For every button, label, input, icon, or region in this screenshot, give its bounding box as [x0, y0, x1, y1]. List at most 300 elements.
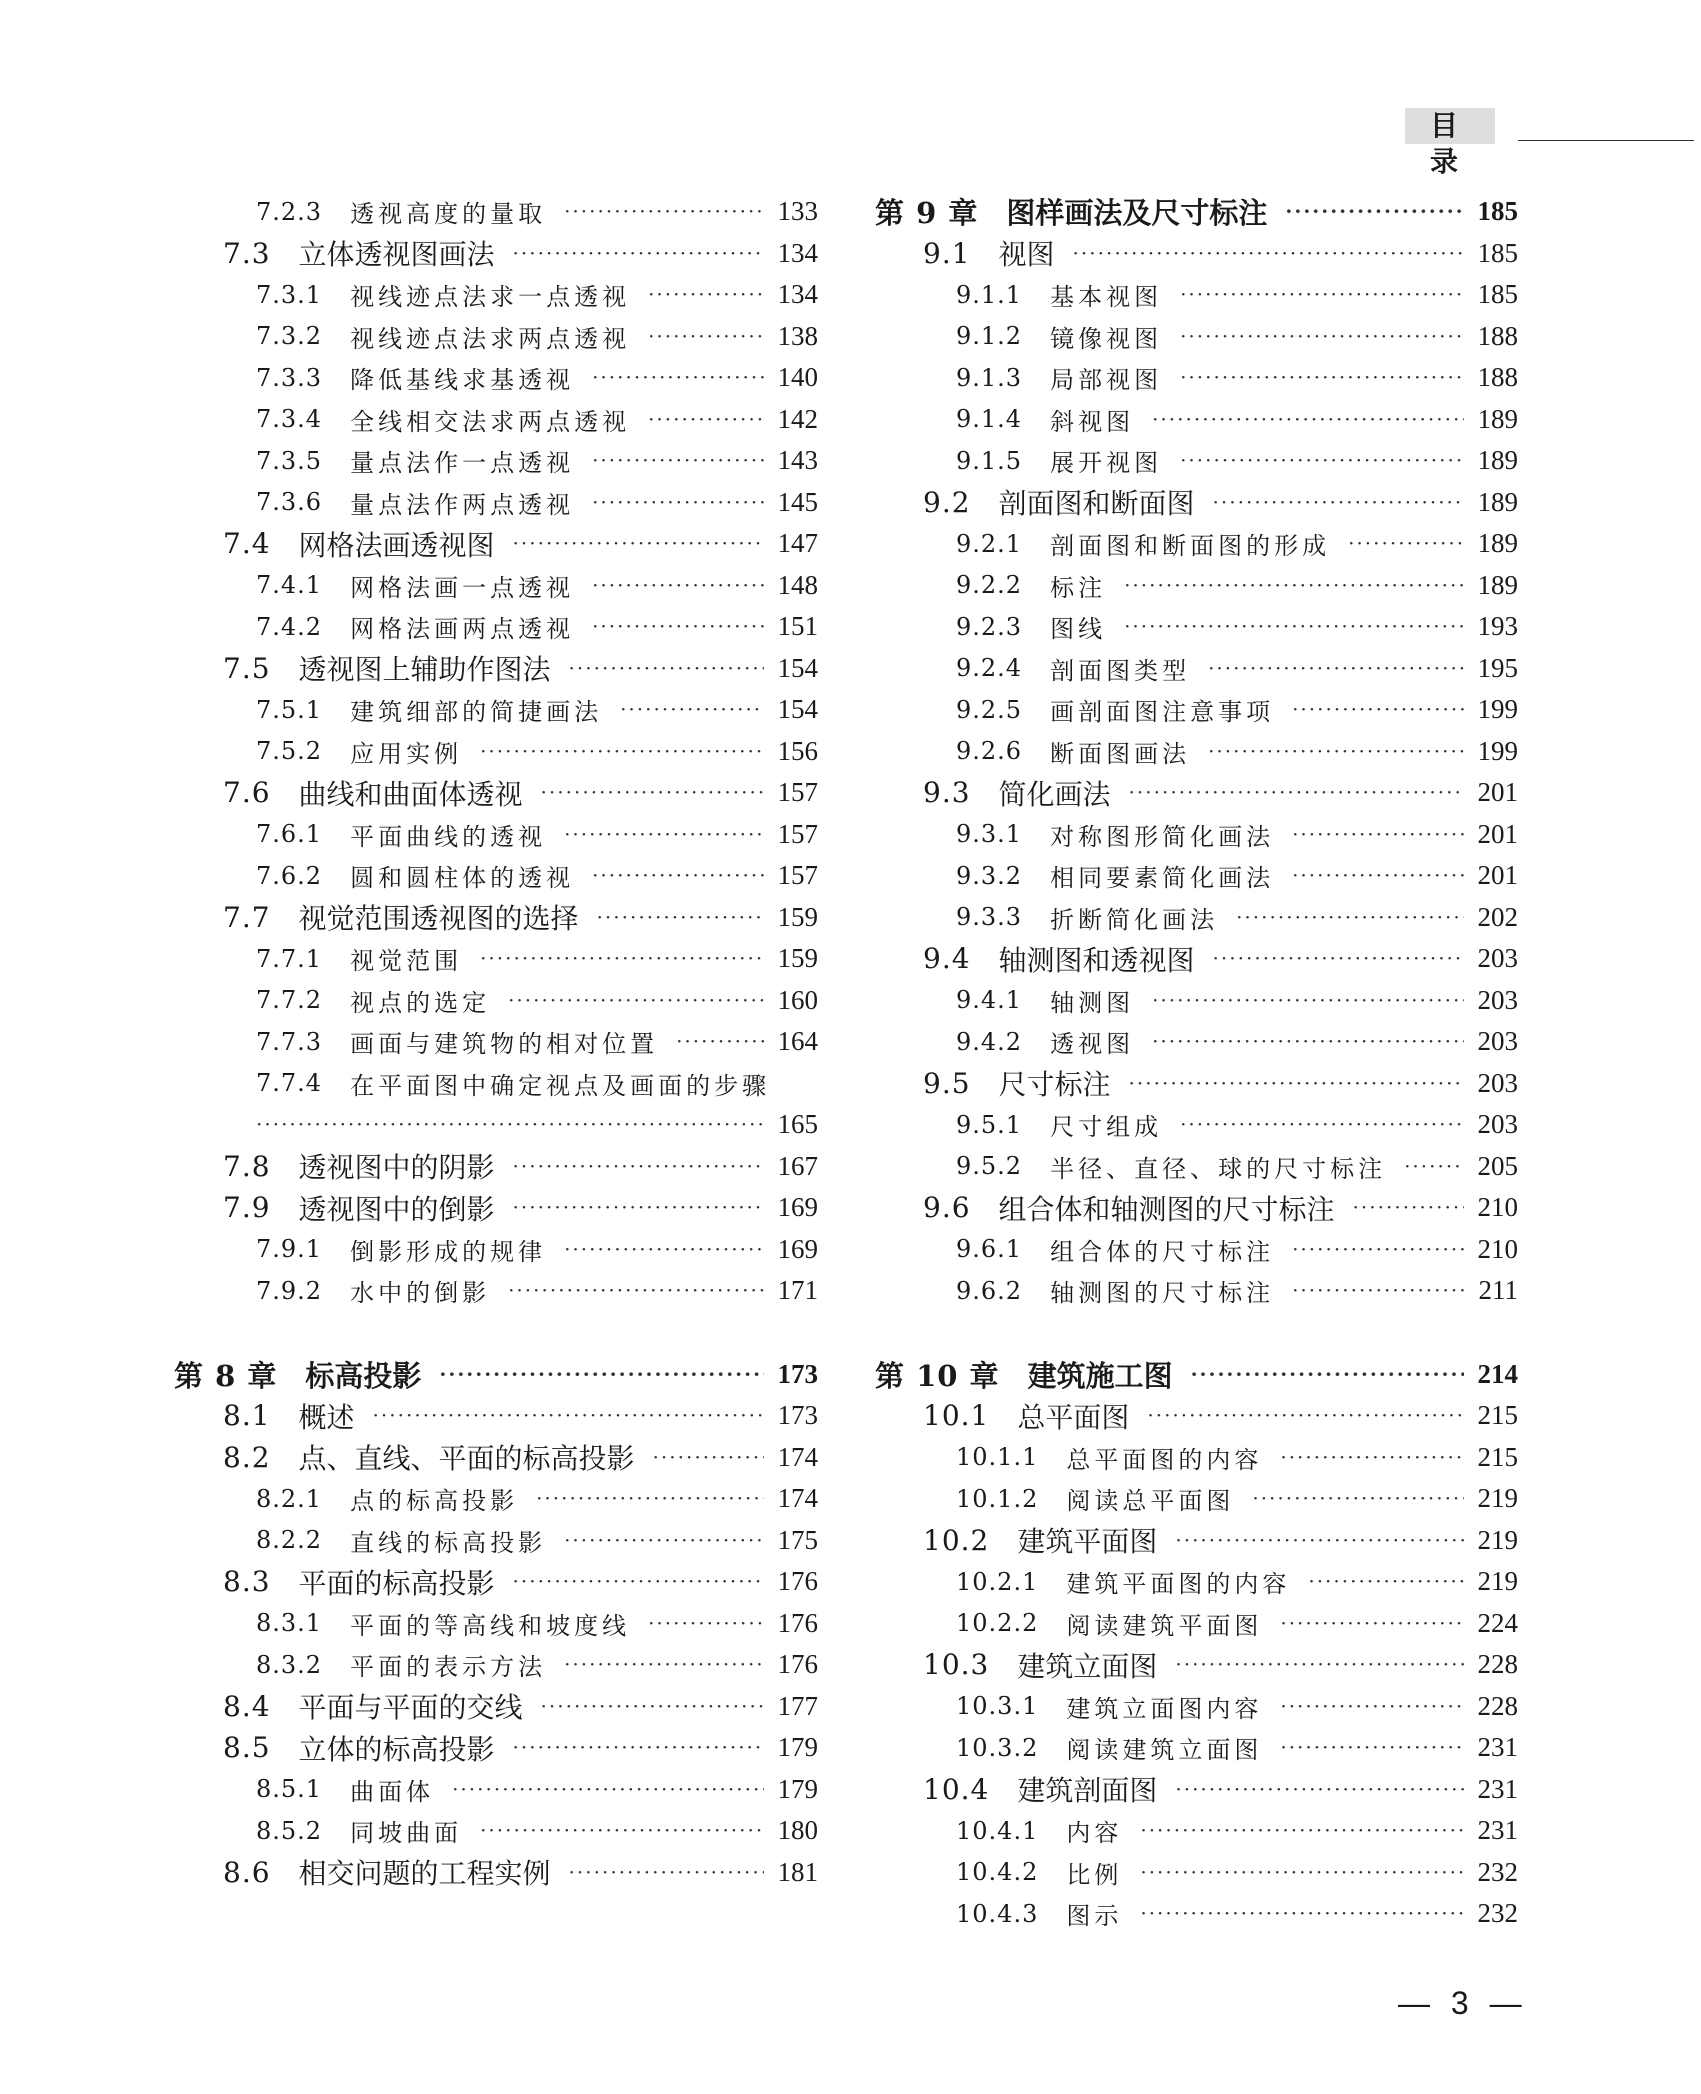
toc-entry-number: 10.4.3 [956, 1899, 1039, 1928]
toc-entry-title: 比例 [1066, 1860, 1123, 1889]
toc-entry-number: 9.1.5 [956, 446, 1023, 475]
toc-entry-title: 镜像视图 [1050, 324, 1163, 353]
toc-entry [878, 482, 1518, 524]
toc-entry-title: 透视高度的量取 [350, 200, 547, 229]
toc-entry-page: 176 [777, 1649, 818, 1680]
toc-entry-page: 185 [1477, 279, 1518, 310]
toc-entry-number: 7.4 [223, 527, 271, 561]
toc-chapter-entry [174, 1354, 818, 1396]
toc-entry-title: 网格法画一点透视 [350, 573, 575, 602]
toc-entry [878, 1727, 1518, 1769]
toc-entry-title: 标注 [1050, 573, 1107, 602]
toc-leader-dots [513, 233, 764, 274]
toc-entry-title: 总平面图 [1017, 1400, 1130, 1434]
toc-entry-title: 对称图形简化画法 [1050, 822, 1275, 851]
toc-entry [178, 855, 818, 897]
toc-entry-page: 179 [777, 1773, 818, 1804]
toc-entry [878, 606, 1518, 648]
toc-entry-title: 阅读建筑平面图 [1066, 1611, 1263, 1640]
toc-leader-dots [569, 648, 764, 689]
toc-entry-title: 轴测图的尺寸标注 [1050, 1279, 1275, 1308]
toc-entry-title: 圆和圆柱体的透视 [350, 864, 575, 893]
toc-entry-number: 8.2.2 [256, 1526, 323, 1555]
toc-entry-page: 231 [1477, 1732, 1518, 1763]
toc-entry-page: 169 [777, 1192, 818, 1223]
toc-entry-number: 9.6.2 [956, 1276, 1023, 1305]
toc-entry [878, 523, 1518, 565]
toc-entry [878, 1810, 1518, 1852]
toc-entry-page: 173 [777, 1358, 818, 1389]
toc-entry-number: 8.5.1 [256, 1775, 323, 1804]
toc-leader-dots [541, 1686, 764, 1727]
toc-entry-title: 内容 [1066, 1819, 1123, 1848]
toc-entry-page: 154 [777, 652, 818, 683]
toc-entry [878, 1104, 1518, 1146]
toc-leader-dots [592, 565, 763, 606]
toc-entry-page: 203 [1477, 943, 1518, 974]
toc-entry-title: 点的标高投影 [350, 1487, 519, 1516]
toc-entry-number: 8.2 [223, 1440, 271, 1474]
toc-leader-dots [1140, 1852, 1463, 1893]
toc-entry-page: 203 [1477, 1026, 1518, 1057]
toc-entry-title: 展开视图 [1050, 449, 1163, 478]
toc-entry [878, 274, 1518, 316]
toc-entry-number: 7.8 [223, 1149, 271, 1183]
toc-entry [178, 897, 818, 939]
toc-entry-number: 9.3.1 [956, 820, 1023, 849]
toc-leader-dots [1292, 1270, 1464, 1311]
toc-entry-page: 185 [1477, 237, 1518, 268]
toc-entry-number: 7.7 [223, 900, 271, 934]
toc-entry-title: 图线 [1050, 615, 1107, 644]
toc-spacer [878, 1312, 1518, 1354]
toc-entry-page: 157 [777, 860, 818, 891]
toc-entry-page: 176 [777, 1607, 818, 1638]
toc-entry-page: 165 [777, 1109, 818, 1140]
toc-entry-page: 189 [1477, 445, 1518, 476]
toc-leader-dots [1191, 1354, 1464, 1395]
toc-leader-dots [1180, 357, 1463, 398]
toc-entry-number: 9.5 [923, 1066, 971, 1100]
toc-entry [878, 316, 1518, 358]
toc-right-column [875, 191, 1518, 1935]
toc-leader-dots [541, 772, 764, 813]
toc-leader-dots [1152, 1021, 1463, 1062]
toc-entry-title: 平面的等高线和坡度线 [350, 1611, 631, 1640]
toc-entry-number: 7.5.2 [256, 737, 323, 766]
toc-entry [878, 897, 1518, 939]
toc-entry-number: 7.4.2 [256, 612, 323, 641]
toc-entry-number: 8.3 [223, 1565, 271, 1599]
toc-entry [178, 1063, 818, 1105]
toc-leader-dots [648, 1603, 763, 1644]
toc-entry [878, 1520, 1518, 1562]
toc-entry-page: 173 [777, 1400, 818, 1431]
toc-entry-number: 8.1 [223, 1399, 271, 1433]
toc-leader-dots [1152, 980, 1463, 1021]
toc-entry-title: 立体的标高投影 [298, 1732, 495, 1766]
toc-entry-number: 9.3.3 [956, 903, 1023, 932]
toc-entry [178, 1437, 818, 1479]
toc-entry-number: 8.3.2 [256, 1650, 323, 1679]
toc-entry-page: 188 [1477, 320, 1518, 351]
toc-leader-dots [1285, 191, 1463, 232]
toc-entry-number: 9.1 [923, 236, 971, 270]
toc-entry-title: 平面与平面的交线 [298, 1691, 523, 1725]
toc-entry-number: 8.2.1 [256, 1484, 323, 1513]
toc-leader-dots [508, 1270, 763, 1311]
toc-entry [878, 1686, 1518, 1728]
toc-entry-title: 组合体和轴测图的尺寸标注 [998, 1192, 1335, 1226]
toc-leader-dots [1147, 1395, 1463, 1436]
toc-entry-title: 相同要素简化画法 [1050, 864, 1275, 893]
toc-leader-dots [1280, 1603, 1463, 1644]
toc-entry-page: 167 [777, 1150, 818, 1181]
toc-entry-page: 232 [1477, 1856, 1518, 1887]
toc-entry-page: 180 [777, 1815, 818, 1846]
toc-leader-dots [1140, 1893, 1463, 1934]
toc-entry-number: 10.4 [923, 1772, 990, 1806]
toc-entry-number: 9.6.1 [956, 1235, 1023, 1264]
toc-entry [178, 1229, 818, 1271]
toc-entry-number: 9.5.1 [956, 1110, 1023, 1139]
toc-entry-number: 10.1.1 [956, 1443, 1039, 1472]
toc-entry-page: 195 [1477, 652, 1518, 683]
toc-entry [878, 1395, 1518, 1437]
toc-entry-number: 7.2.3 [256, 197, 323, 226]
toc-leader-dots [1292, 1229, 1463, 1270]
toc-entry-number: 7.7.4 [256, 1069, 323, 1098]
toc-leader-dots [569, 1852, 764, 1893]
toc-entry-title: 剖面图类型 [1050, 656, 1191, 685]
toc-entry-title: 轴测图 [1050, 988, 1135, 1017]
toc-entry-number: 7.3.4 [256, 405, 323, 434]
toc-entry [878, 1021, 1518, 1063]
toc-entry-page: 201 [1477, 860, 1518, 891]
toc-entry-page: 164 [777, 1026, 818, 1057]
toc-entry-title: 透视图上辅助作图法 [298, 653, 551, 687]
toc-leader-dots [648, 399, 763, 440]
toc-entry [178, 1727, 818, 1769]
toc-entry-page: 174 [777, 1441, 818, 1472]
toc-entry [178, 1270, 818, 1312]
toc-entry [878, 1561, 1518, 1603]
toc-entry-page: 140 [777, 362, 818, 393]
toc-entry-page: 159 [777, 901, 818, 932]
toc-leader-dots [513, 1146, 764, 1187]
toc-entry [878, 1603, 1518, 1645]
toc-header-label: 目 录 [1405, 108, 1495, 144]
toc-entry-number: 9.5.2 [956, 1152, 1023, 1181]
toc-entry-page: 189 [1477, 569, 1518, 600]
toc-entry-title: 网格法画透视图 [298, 528, 495, 562]
toc-entry [178, 1561, 818, 1603]
toc-entry-page: 228 [1477, 1690, 1518, 1721]
toc-entry [178, 1520, 818, 1562]
toc-leader-dots [1180, 274, 1463, 315]
toc-entry-number: 9.3 [923, 776, 971, 810]
toc-leader-dots [653, 1437, 764, 1478]
toc-entry-title: 透视图 [1050, 1030, 1135, 1059]
toc-entry-title: 建筑立面图内容 [1066, 1694, 1263, 1723]
toc-leader-dots [1073, 233, 1464, 274]
toc-entry-title: 视点的选定 [350, 988, 491, 1017]
toc-entry-page: 181 [777, 1856, 818, 1887]
toc-entry [178, 1146, 818, 1188]
toc-leader-dots [648, 316, 763, 357]
toc-entry [178, 1603, 818, 1645]
toc-entry [878, 772, 1518, 814]
toc-entry-number: 7.3.6 [256, 488, 323, 517]
toc-entry [178, 689, 818, 731]
toc-entry-page: 174 [777, 1483, 818, 1514]
toc-entry-title: 视线迹点法求两点透视 [350, 324, 631, 353]
toc-leader-dots [592, 440, 763, 481]
toc-entry [178, 274, 818, 316]
toc-entry-number: 10.3.1 [956, 1692, 1039, 1721]
toc-leader-dots [592, 855, 763, 896]
toc-entry-page: 202 [1477, 901, 1518, 932]
toc-entry [878, 233, 1518, 275]
toc-entry-page: 148 [777, 569, 818, 600]
toc-entry [878, 1437, 1518, 1479]
toc-entry [178, 606, 818, 648]
toc-entry-title: 网格法画两点透视 [350, 615, 575, 644]
toc-entry-number: 8.4 [223, 1689, 271, 1723]
toc-entry-page: 215 [1477, 1441, 1518, 1472]
toc-entry [878, 357, 1518, 399]
toc-entry-title: 剖面图和断面图的形成 [1050, 532, 1331, 561]
toc-entry-number: 7.5 [223, 651, 271, 685]
toc-entry-page: 210 [1477, 1233, 1518, 1264]
toc-entry-title: 建筑平面图的内容 [1066, 1570, 1291, 1599]
toc-entry-page: 203 [1477, 984, 1518, 1015]
toc-entry-page: 228 [1477, 1649, 1518, 1680]
toc-entry-title: 应用实例 [350, 739, 463, 768]
toc-entry [178, 1686, 818, 1728]
toc-entry-number: 第 10 章 [875, 1358, 1000, 1393]
toc-entry-page: 177 [777, 1690, 818, 1721]
page-number: — 3 — [1398, 1985, 1528, 2021]
toc-entry [878, 814, 1518, 856]
toc-leader-dots [480, 1810, 763, 1851]
toc-leader-dots [1175, 1520, 1463, 1561]
toc-entry-title: 尺寸标注 [998, 1068, 1111, 1102]
toc-entry-page: 201 [1477, 818, 1518, 849]
toc-leader-dots [1280, 1727, 1463, 1768]
toc-entry-number: 7.6.2 [256, 861, 323, 890]
toc-entry [178, 1021, 818, 1063]
toc-entry-title: 总平面图的内容 [1066, 1445, 1263, 1474]
toc-leader-dots [452, 1769, 763, 1810]
toc-entry-number: 9.2.2 [956, 571, 1023, 600]
toc-entry [178, 565, 818, 607]
toc-entry-title: 透视图中的阴影 [298, 1151, 495, 1185]
toc-entry-page: 219 [1477, 1483, 1518, 1514]
toc-leader-dots [648, 274, 763, 315]
toc-entry [178, 1852, 818, 1894]
toc-entry-number: 8.5 [223, 1731, 271, 1765]
toc-entry-title: 平面的表示方法 [350, 1653, 547, 1682]
toc-leader-dots [620, 689, 763, 730]
toc-entry-number: 9.1.1 [956, 280, 1023, 309]
toc-leader-dots [1180, 440, 1463, 481]
toc-leader-dots [1208, 731, 1463, 772]
toc-entry-number: 7.3.5 [256, 446, 323, 475]
toc-entry-number: 10.2 [923, 1523, 990, 1557]
toc-entry-title: 同坡曲面 [350, 1819, 463, 1848]
toc-entry-title: 建筑剖面图 [1017, 1774, 1158, 1808]
toc-entry-number: 7.5.1 [256, 695, 323, 724]
toc-entry [178, 1478, 818, 1520]
toc-entry [178, 233, 818, 275]
toc-entry [178, 316, 818, 358]
toc-entry-title: 轴测图和透视图 [998, 943, 1195, 977]
toc-leader-dots [1180, 316, 1463, 357]
toc-entry-title: 图样画法及尺寸标注 [1006, 196, 1268, 231]
toc-leader-dots [1140, 1810, 1463, 1851]
toc-entry-title: 量点法作两点透视 [350, 490, 575, 519]
toc-entry [178, 482, 818, 524]
toc-leader-dots [1175, 1769, 1463, 1810]
toc-entry-number: 9.6 [923, 1191, 971, 1225]
toc-entry-page: 154 [777, 694, 818, 725]
toc-entry [878, 1063, 1518, 1105]
toc-entry-title: 尺寸组成 [1050, 1113, 1163, 1142]
toc-entry-number: 9.2.6 [956, 737, 1023, 766]
toc-entry [178, 938, 818, 980]
toc-leader-dots [564, 1520, 763, 1561]
toc-entry-title: 立体透视图画法 [298, 238, 495, 272]
toc-entry [178, 523, 818, 565]
toc-entry-number: 7.7.1 [256, 944, 323, 973]
toc-chapter-entry [875, 191, 1518, 233]
toc-leader-dots [1236, 897, 1463, 938]
toc-entry-number: 10.3 [923, 1648, 990, 1682]
toc-entry-title: 视觉范围透视图的选择 [298, 902, 579, 936]
toc-entry [878, 855, 1518, 897]
toc-entry-number: 9.4.2 [956, 1027, 1023, 1056]
toc-entry-page: 219 [1477, 1524, 1518, 1555]
toc-leader-dots [1292, 689, 1463, 730]
toc-entry-number: 第 8 章 [174, 1358, 278, 1393]
toc-entry [878, 565, 1518, 607]
toc-leader-dots [1129, 772, 1464, 813]
toc-entry-page: 157 [777, 818, 818, 849]
toc-entry-page: 211 [1478, 1275, 1518, 1306]
toc-entry-title: 局部视图 [1050, 366, 1163, 395]
toc-entry-title: 阅读总平面图 [1066, 1487, 1235, 1516]
toc-entry-title: 在平面图中确定视点及画面的步骤 [350, 1071, 771, 1100]
toc-entry [178, 1104, 818, 1146]
toc-entry-page: 147 [777, 528, 818, 559]
toc-entry-page: 224 [1477, 1607, 1518, 1638]
toc-entry-number: 7.4.1 [256, 571, 323, 600]
toc-leader-dots [1152, 399, 1463, 440]
toc-entry-page: 156 [777, 735, 818, 766]
toc-entry-page: 143 [777, 445, 818, 476]
header-rule [1518, 140, 1694, 141]
toc-leader-dots [592, 606, 763, 647]
toc-entry-title: 视图 [998, 238, 1055, 272]
toc-leader-dots [1213, 482, 1464, 523]
toc-entry [178, 648, 818, 690]
toc-entry-page: 231 [1477, 1815, 1518, 1846]
toc-entry [878, 1229, 1518, 1271]
toc-entry-page: 176 [777, 1566, 818, 1597]
toc-entry-page: 199 [1477, 694, 1518, 725]
toc-entry-title: 平面曲线的透视 [350, 822, 547, 851]
toc-entry-number: 7.7.3 [256, 1027, 323, 1056]
toc-leader-dots [513, 523, 764, 564]
toc-entry [878, 440, 1518, 482]
toc-entry-title: 图示 [1066, 1902, 1123, 1931]
toc-entry-page: 189 [1477, 403, 1518, 434]
toc-entry-number: 9.3.2 [956, 861, 1023, 890]
toc-entry-page: 214 [1477, 1358, 1518, 1389]
toc-leader-dots [1252, 1478, 1463, 1519]
toc-entry-number: 第 9 章 [875, 196, 979, 231]
toc-entry-title: 斜视图 [1050, 407, 1135, 436]
toc-entry-page: 199 [1477, 735, 1518, 766]
toc-entry [178, 1395, 818, 1437]
toc-entry-number: 7.9.2 [256, 1276, 323, 1305]
toc-leader-dots [1180, 1104, 1463, 1145]
toc-leader-dots [1292, 814, 1463, 855]
toc-entry-title: 降低基线求基透视 [350, 366, 575, 395]
toc-entry [178, 731, 818, 773]
toc-leader-dots [1353, 1187, 1464, 1228]
toc-entry [878, 731, 1518, 773]
toc-leader-dots [1308, 1561, 1463, 1602]
toc-entry-title: 水中的倒影 [350, 1279, 491, 1308]
toc-entry [178, 1810, 818, 1852]
toc-entry-page: 188 [1477, 362, 1518, 393]
toc-entry-page: 179 [777, 1732, 818, 1763]
toc-entry [178, 1187, 818, 1229]
toc-entry-number: 9.2.1 [956, 529, 1023, 558]
toc-entry-title: 概述 [298, 1400, 355, 1434]
toc-entry [178, 814, 818, 856]
toc-entry-title: 曲线和曲面体透视 [298, 777, 523, 811]
toc-entry [878, 980, 1518, 1022]
toc-entry-number: 7.6.1 [256, 820, 323, 849]
toc-entry [178, 1644, 818, 1686]
toc-entry [178, 191, 818, 233]
toc-entry-number: 10.4.2 [956, 1858, 1039, 1887]
toc-entry-title: 标高投影 [305, 1358, 422, 1393]
toc-entry-number: 7.3.2 [256, 322, 323, 351]
toc-entry-title: 建筑立面图 [1017, 1649, 1158, 1683]
toc-entry-number: 9.1.4 [956, 405, 1023, 434]
toc-entry-page: 232 [1477, 1898, 1518, 1929]
toc-entry-title: 组合体的尺寸标注 [1050, 1237, 1275, 1266]
toc-leader-dots [1208, 648, 1463, 689]
toc-entry-title: 剖面图和断面图 [998, 487, 1195, 521]
toc-entry [878, 1769, 1518, 1811]
toc-entry [178, 399, 818, 441]
toc-entry-number: 9.4.1 [956, 986, 1023, 1015]
toc-leader-dots [564, 1644, 763, 1685]
toc-entry [878, 1852, 1518, 1894]
toc-entry-title: 全线相交法求两点透视 [350, 407, 631, 436]
toc-leader-dots [592, 482, 763, 523]
toc-entry-page: 210 [1477, 1192, 1518, 1223]
toc-entry-page: 142 [777, 403, 818, 434]
toc-entry-title: 折断简化画法 [1050, 905, 1219, 934]
toc-entry-title: 曲面体 [350, 1777, 435, 1806]
toc-entry-page: 203 [1477, 1067, 1518, 1098]
